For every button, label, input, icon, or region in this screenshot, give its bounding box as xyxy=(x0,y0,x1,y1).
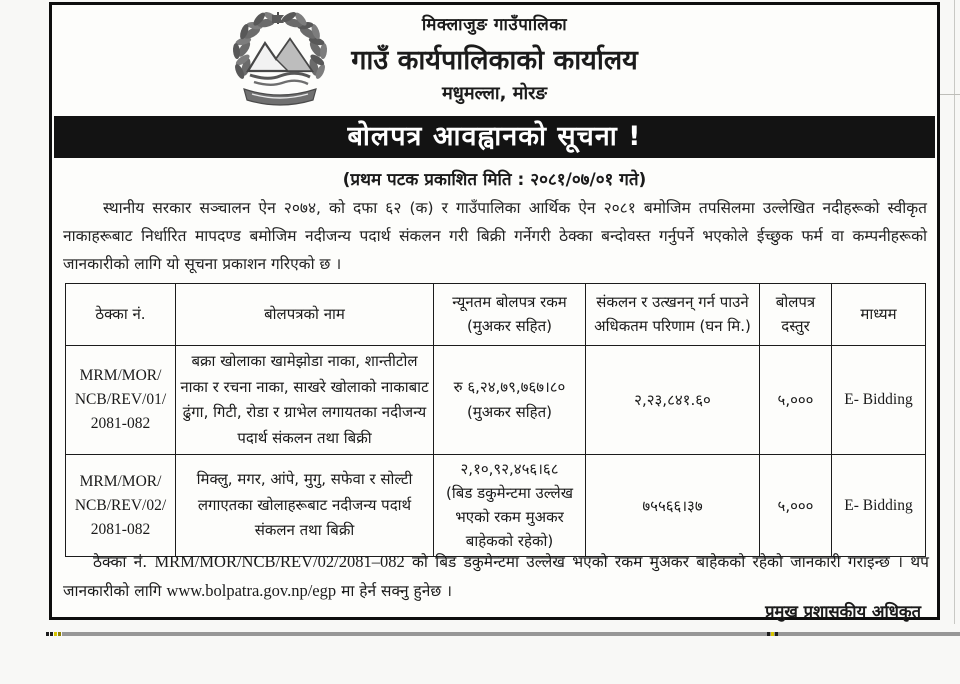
cell-fee: ५,००० xyxy=(760,346,832,455)
cell-min-amount: रु ६,२४,७९,७६७।८० (मुअकर सहित) xyxy=(434,346,586,455)
notice-title-banner: बोलपत्र आवह्वानको सूचना ! xyxy=(54,116,935,158)
cell-max-quantity: ७५५६६।३७ xyxy=(586,455,760,557)
cell-max-quantity: २,२३,८४१.६० xyxy=(586,346,760,455)
col-header-max-quantity: संकलन र उत्खनन् गर्न पाउने अधिकतम परिणाम (घन मि.) xyxy=(586,284,760,346)
cell-contract-no: MRM/MOR/ NCB/REV/02/ 2081-082 xyxy=(66,455,176,557)
signatory-title: प्रमुख प्रशासकीय अधिकृत xyxy=(765,602,921,621)
municipality-name: मिक्लाजुङ गाउँपालिका xyxy=(421,15,568,35)
table-row xyxy=(66,455,926,557)
col-header-fee: बोलपत्र दस्तुर xyxy=(760,284,832,346)
col-header-tender-name: बोलपत्रको नाम xyxy=(176,284,434,346)
footer-note-text: ठेक्का नं. xyxy=(93,553,155,571)
cell-tender-name: बक्रा खोलाका खामेझोडा नाका, शान्तीटोल नाका र रचना नाका, साखरे खोलाको नाकाबाट ढुंगा, गिटी, रोडा र ग्राभेल लगायतका नदीजन्य पदार्थ संकलन तथा बिक्री xyxy=(176,346,434,455)
footer-note xyxy=(63,548,929,606)
footer-note-text: मा हेर्न सक्नु हुनेछ । xyxy=(336,581,453,600)
footer-url-text: www.bolpatra.gov.np/egp xyxy=(166,580,337,600)
bottom-scan-rule xyxy=(62,632,960,636)
scan-dots-left xyxy=(46,632,62,636)
footer-note-text: को बिड डकुमेन्टमा उल्लेख भएको रकम मुअकर बाहेकको रहेको जानकारी गराइन्छ । थप जानकारीको लागि xyxy=(63,553,929,600)
col-header-min-amount: न्यूनतम बोलपत्र रकम (मुअकर सहित) xyxy=(434,284,586,346)
col-header-contract-no: ठेक्का नं. xyxy=(66,284,176,346)
footer-contract-code: MRM/MOR/NCB/REV/02/2081–082 xyxy=(154,552,405,571)
col-header-medium: माध्यम xyxy=(832,284,926,346)
cell-contract-no: MRM/MOR/ NCB/REV/01/ 2081-082 xyxy=(66,346,176,455)
cell-fee: ५,००० xyxy=(760,455,832,557)
letterhead xyxy=(52,12,937,105)
tender-table xyxy=(65,283,926,557)
cell-tender-name: मिक्लु, मगर, आंपे, मुगु, सफेवा र सोल्टी लगाएतका खोलाहरूबाट नदीजन्य पदार्थ संकलन तथा बिक्री xyxy=(176,455,434,557)
tender-notice-sheet xyxy=(49,2,940,620)
scan-artifact-horizontal-line xyxy=(940,94,960,95)
scan-dots-right xyxy=(767,632,779,636)
table-header-row xyxy=(66,284,926,346)
office-address: मधुमल्ला, मोरङ xyxy=(442,83,547,104)
published-date-line: (प्रथम पटक प्रकाशित मिति : २०८१/०७/०१ गते) xyxy=(342,170,647,190)
cell-medium: E- Bidding xyxy=(832,455,926,557)
cell-min-amount: २,१०,९२,४५६।६८ (बिड डकुमेन्टमा उल्लेख भएको रकम मुअकर बाहेकको रहेको) xyxy=(434,455,586,557)
table-row xyxy=(66,346,926,455)
cell-medium: E- Bidding xyxy=(832,346,926,455)
intro-paragraph: स्थानीय सरकार सञ्चालन ऐन २०७४, को दफा ६२ (क) र गाउँपालिका आर्थिक ऐन २०८१ बमोजिम तपसिलमा उल्लेखित नदीहरूको स्वीकृत नाकाहरूबाट निर्धारित मापदण्ड बमोजिम नदीजन्य पदार्थ संकलन गरी बिक्री गर्नेगरी ठेक्का बन्दोवस्त गर्नुपर्ने भएकोले ईच्छुक फर्म वा कम्पनीहरूको जानकारीको लागि यो सूचना प्रकाशन गरिएको छ । xyxy=(63,199,927,274)
office-name: गाउँ कार्यपालिकाको कार्यालय xyxy=(351,45,638,76)
